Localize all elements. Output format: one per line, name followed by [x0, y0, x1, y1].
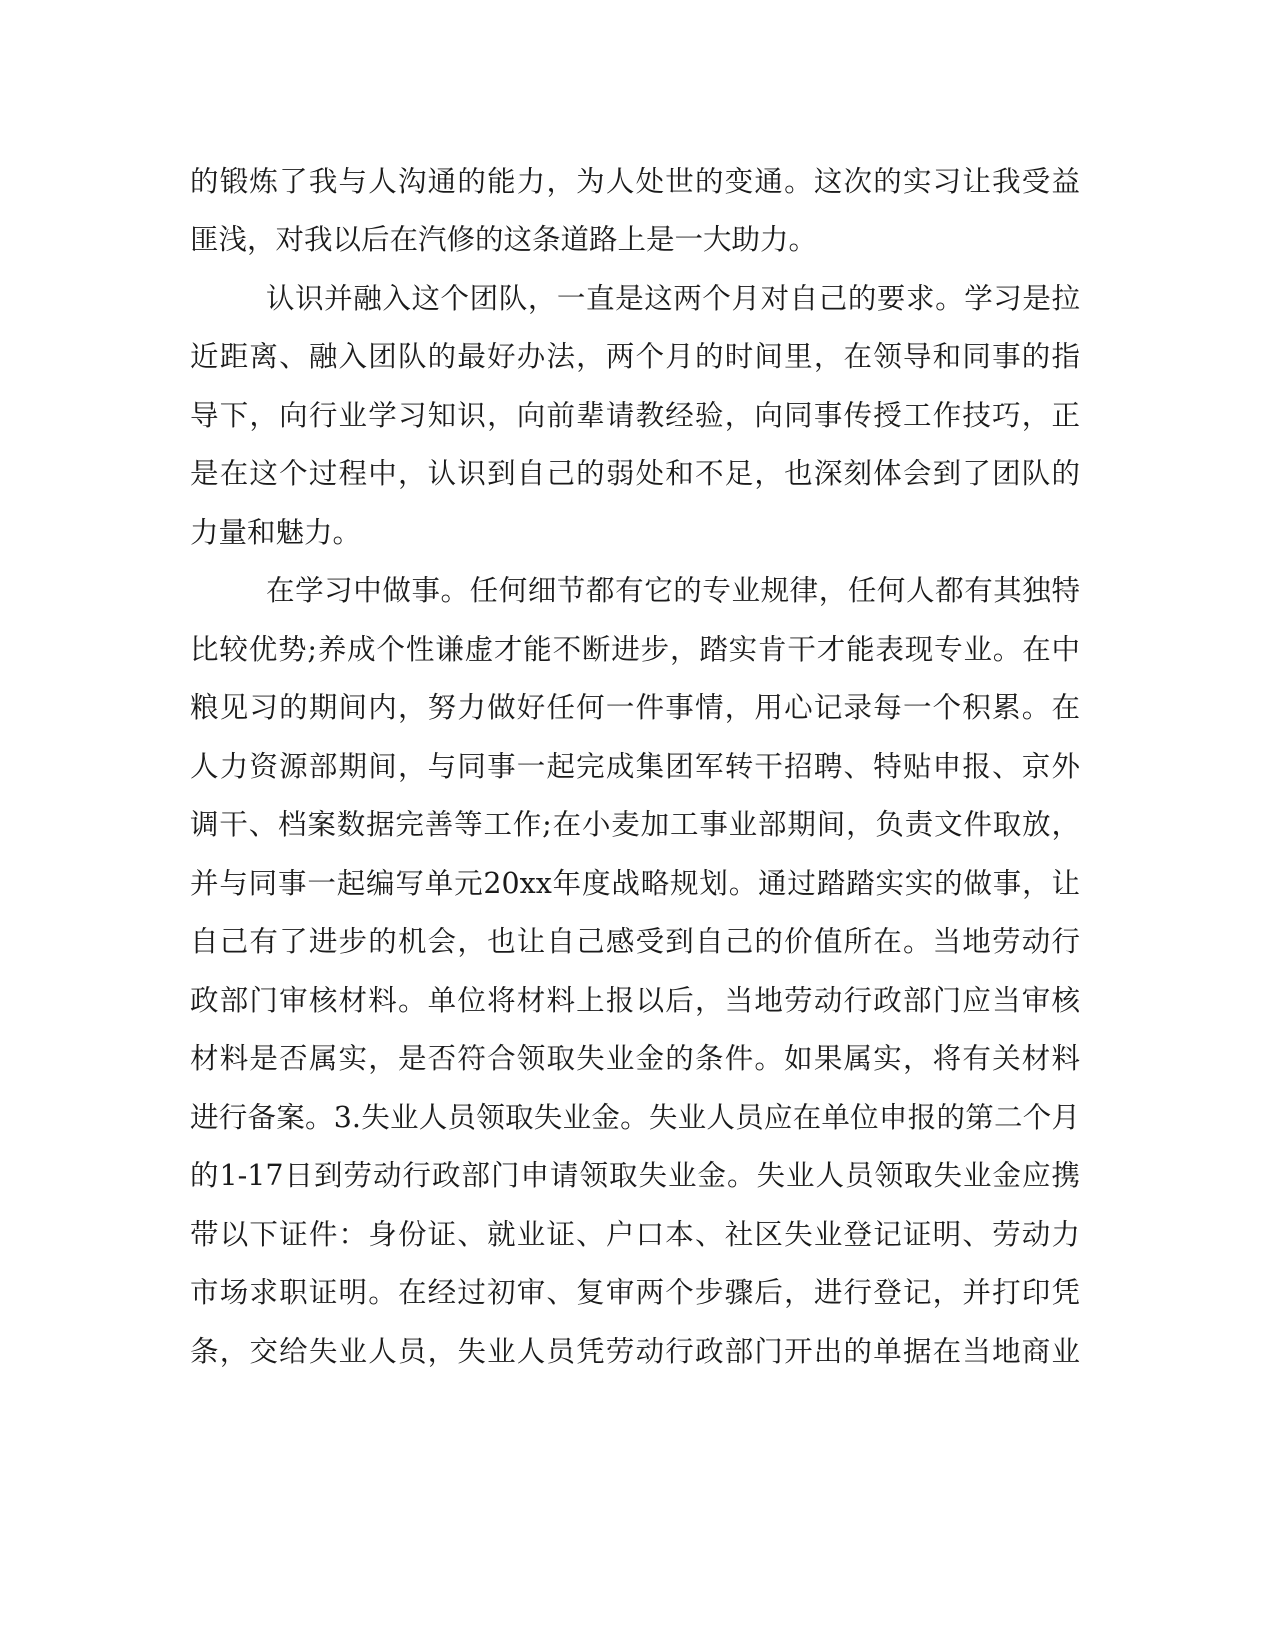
- text-line: 近距离、融入团队的最好办法，两个月的时间里，在领导和同事的指: [190, 340, 1080, 373]
- text-line: 是在这个过程中，认识到自己的弱处和不足，也深刻体会到了团队的: [190, 457, 1080, 490]
- text-line: 的1-17日到劳动行政部门申请领取失业金。失业人员领取失业金应携: [190, 1159, 1080, 1192]
- text-line: 比较优势;养成个性谦虚才能不断进步，踏实肯干才能表现专业。在中: [190, 633, 1080, 666]
- text-line: 粮见习的期间内，努力做好任何一件事情，用心记录每一个积累。在: [190, 691, 1080, 724]
- text-line: 市场求职证明。在经过初审、复审两个步骤后，进行登记，并打印凭: [190, 1276, 1080, 1309]
- text-line: 调干、档案数据完善等工作;在小麦加工事业部期间，负责文件取放，: [190, 808, 1080, 841]
- paragraph-first-line: 在学习中做事。任何细节都有它的专业规律，任何人都有其独特: [266, 574, 1080, 607]
- text-line: 导下，向行业学习知识，向前辈请教经验，向同事传授工作技巧，正: [190, 399, 1080, 432]
- text-line: 人力资源部期间，与同事一起完成集团军转干招聘、特贴申报、京外: [190, 750, 1080, 783]
- text-line: 材料是否属实，是否符合领取失业金的条件。如果属实，将有关材料: [190, 1042, 1080, 1075]
- text-line: 政部门审核材料。单位将材料上报以后，当地劳动行政部门应当审核: [190, 984, 1080, 1017]
- text-line: 自己有了进步的机会，也让自己感受到自己的价值所在。当地劳动行: [190, 925, 1080, 958]
- text-line: 条，交给失业人员，失业人员凭劳动行政部门开出的单据在当地商业: [190, 1335, 1080, 1368]
- paragraph-first-line: 认识并融入这个团队，一直是这两个月对自己的要求。学习是拉: [266, 282, 1080, 315]
- text-line: 进行备案。3.失业人员领取失业金。失业人员应在单位申报的第二个月: [190, 1101, 1080, 1134]
- text-line: 力量和魅力。: [190, 516, 362, 549]
- text-line: 并与同事一起编写单元20xx年度战略规划。通过踏踏实实的做事，让: [190, 867, 1080, 900]
- text-line: 的锻炼了我与人沟通的能力，为人处世的变通。这次的实习让我受益: [190, 165, 1080, 198]
- text-line: 匪浅，对我以后在汽修的这条道路上是一大助力。: [190, 223, 818, 256]
- text-line: 带以下证件：身份证、就业证、户口本、社区失业登记证明、劳动力: [190, 1218, 1080, 1251]
